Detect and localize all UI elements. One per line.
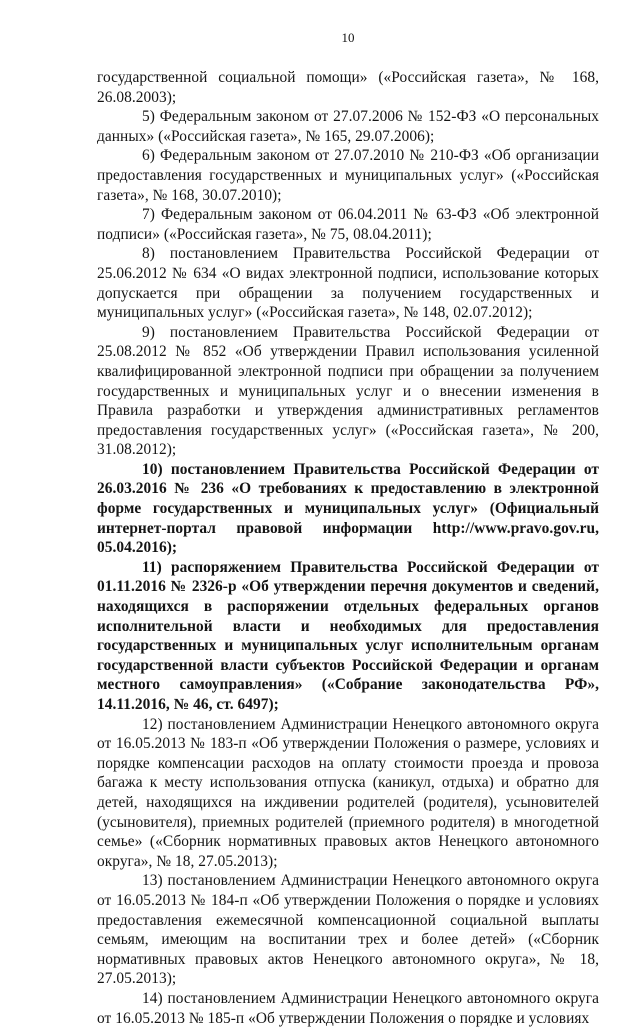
paragraph-continuation: государственной социальной помощи» («Российская газета», № 168, 26.08.2003); [97, 69, 599, 106]
paragraph-item-5: 5) Федеральным законом от 27.07.2006 № 152-ФЗ «О персональных данных» («Российская газета», № 165, 29.07.2006); [97, 108, 599, 145]
paragraph-item-10: 10) постановлением Правительства Российской Федерации от 26.03.2016 № 236 «О требованиях к предоставлению в электронной форме государственных и муниципальных услуг» (Официальный интернет-портал правовой информации http://www.pravo.gov.ru, 05.04.2016); [97, 460, 599, 557]
paragraph-item-13: 13) постановлением Администрации Ненецкого автономного округа от 16.05.2013 № 184-п «Об утверждении Положения о порядке и условиях предоставления ежемесячной компенсационной социальной выплаты семьям, имеющим на воспитании трех и более детей» («Сборник нормативных правовых актов Ненецкого автономного округа», № 18, 27.05.2013); [97, 872, 599, 988]
paragraph-item-8: 8) постановлением Правительства Российской Федерации от 25.06.2012 № 634 «О видах электронной подписи, использование которых допускается при обращении за получением государственных и муниципальных услуг» («Российская газета», № 148, 02.07.2012); [97, 245, 599, 322]
paragraph-item-9: 9) постановлением Правительства Российской Федерации от 25.08.2012 № 852 «Об утверждении Правил использования усиленной квалифицированной электронной подписи при обращении за получением государственных и муниципальных услуг и о внесении изменения в Правила разработки и утверждения административных регламентов предоставления государственных услуг» («Российская газета», № 200, 31.08.2012); [97, 323, 599, 459]
paragraph-item-6: 6) Федеральным законом от 27.07.2010 № 210-ФЗ «Об организации предоставления государственных и муниципальных услуг» («Российская газета», № 168, 30.07.2010); [97, 147, 599, 204]
paragraph-item-14: 14) постановлением Администрации Ненецкого автономного округа от 16.05.2013 № 185-п «Об утверждении Положения о порядке и условиях [97, 989, 599, 1027]
paragraph-item-7: 7) Федеральным законом от 06.04.2011 № 63-ФЗ «Об электронной подписи» («Российская газета», № 75, 08.04.2011); [97, 206, 599, 243]
paragraph-item-12: 12) постановлением Администрации Ненецкого автономного округа от 16.05.2013 № 183-п «Об утверждении Положения о размере, условиях и порядке компенсации расходов на оплату стоимости проезда и провоза багажа к месту использования отпуска (каникул, отдыха) и обратно для детей, находящихся на иждивении родителей (родителя), усыновителей (усыновителя), приемных родителей (приемного родителя) в многодетной семье» («Сборник нормативных правовых актов Ненецкого автономного округа», № 18, 27.05.2013); [97, 715, 599, 870]
document-page [97, 30, 599, 1028]
paragraph-item-11: 11) распоряжением Правительства Российской Федерации от 01.11.2016 № 2326-р «Об утверждении перечня документов и сведений, находящихся в распоряжении отдельных федеральных органов исполнительной власти и необходимых для предоставления государственных и муниципальных услуг исполнительным органам государственной власти субъектов Российской Федерации и органам местного самоуправления» («Собрание законодательства РФ», 14.11.2016, № 46, ст. 6497); [97, 558, 599, 713]
page-number: 10 [341, 30, 355, 45]
